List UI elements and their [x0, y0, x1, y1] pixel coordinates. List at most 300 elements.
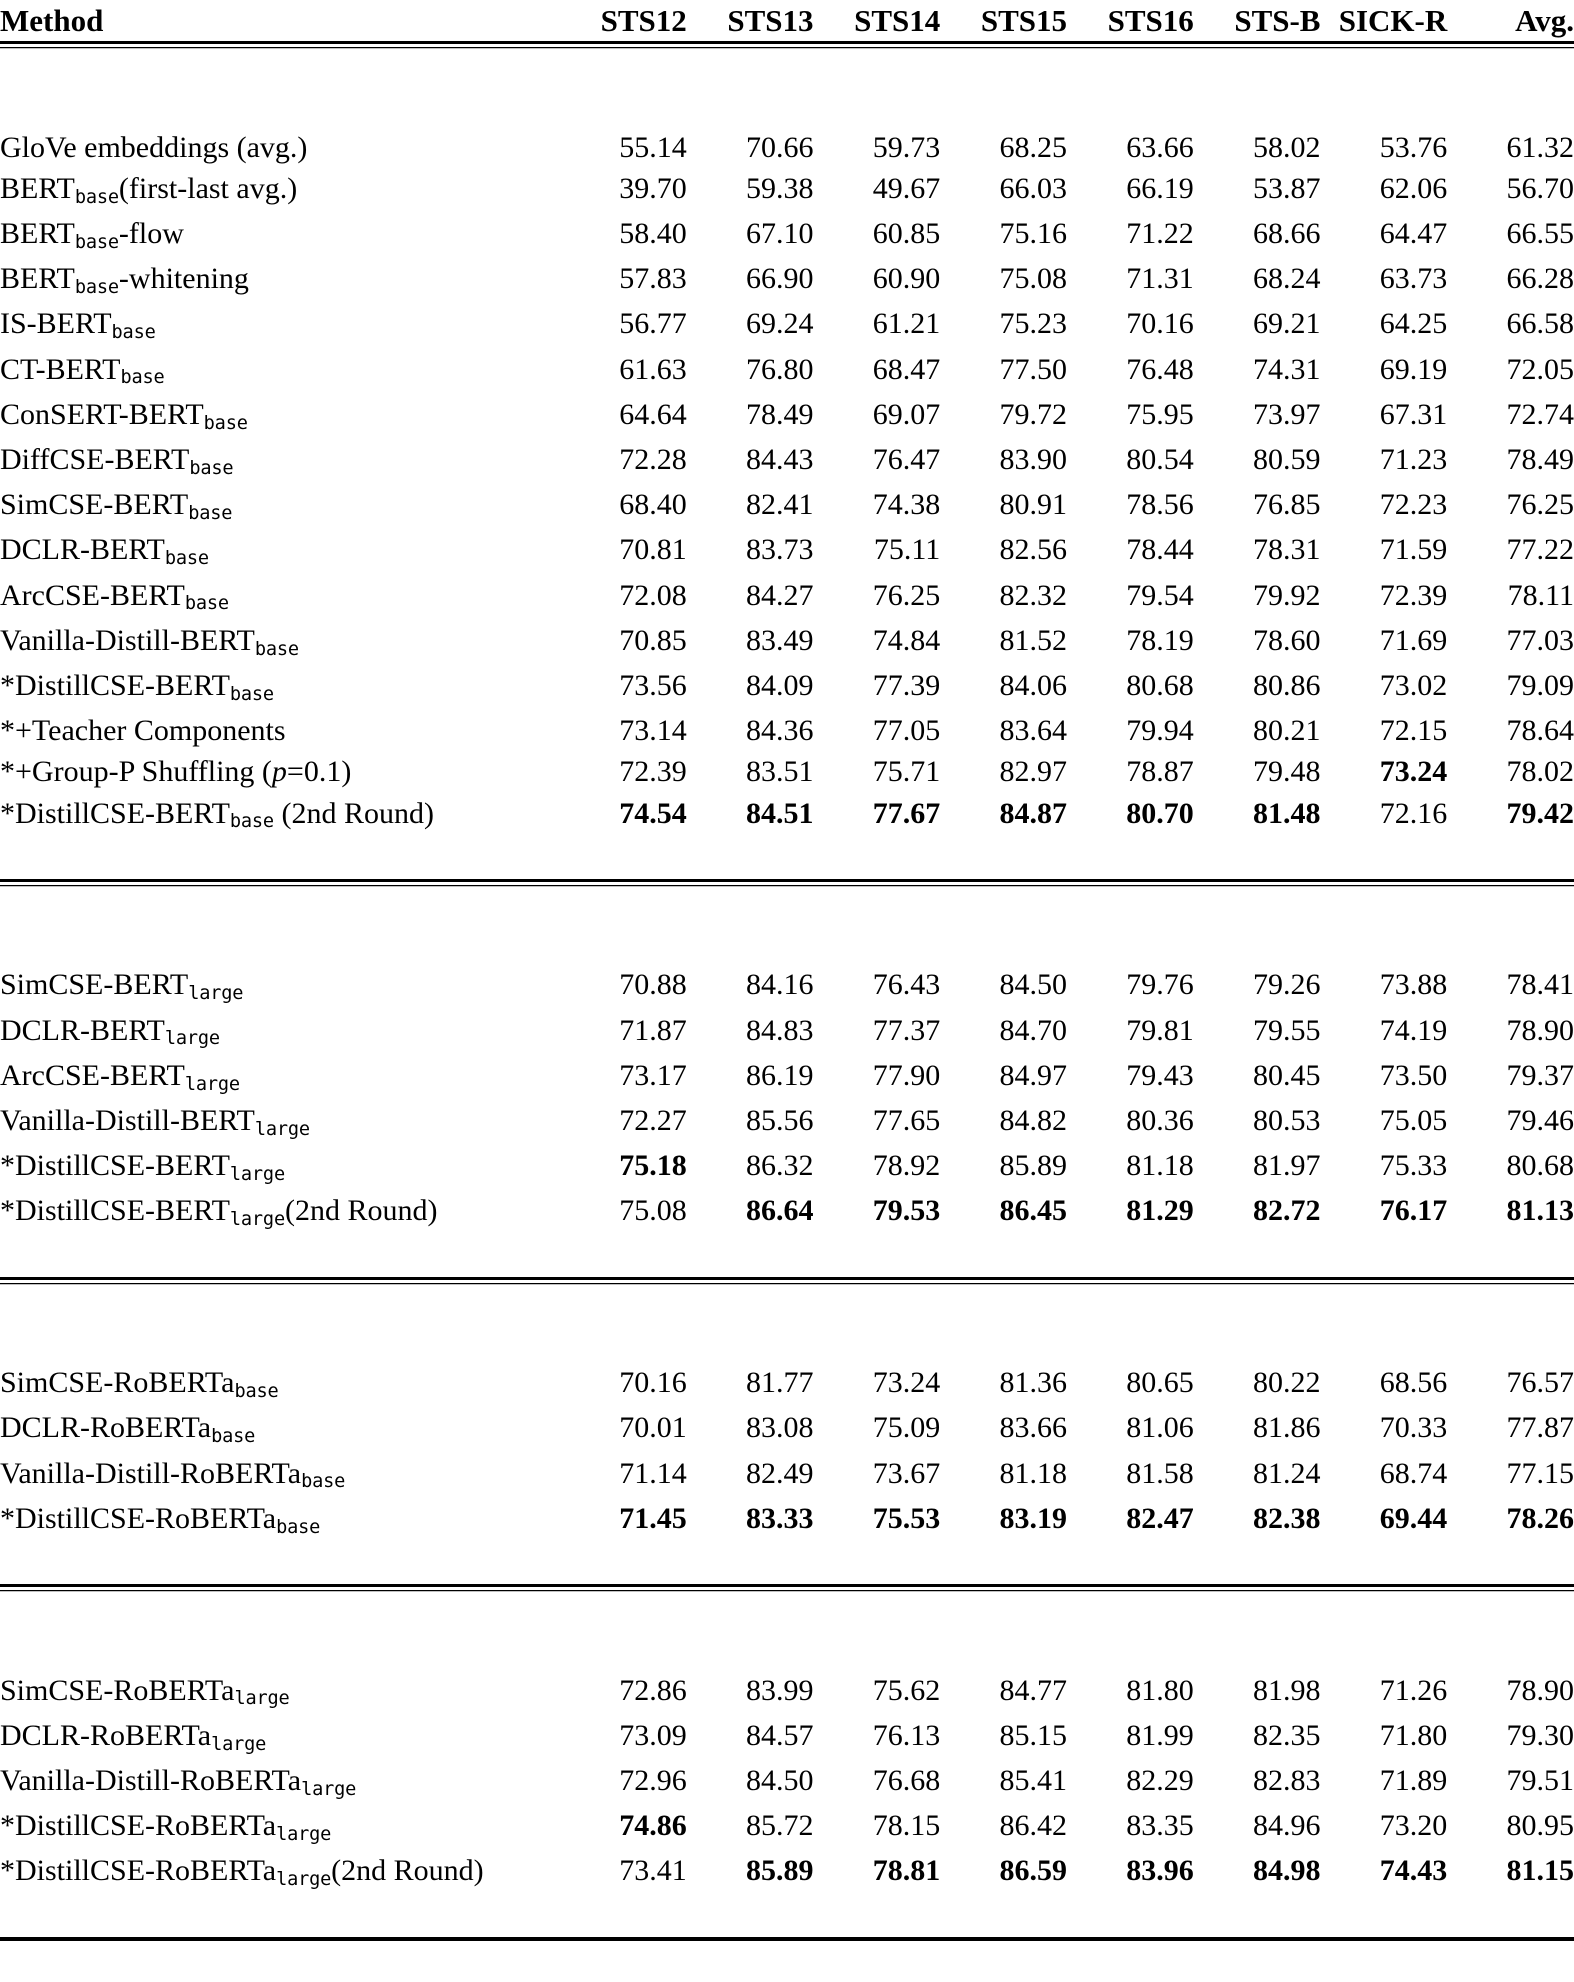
model-size-subscript: large — [276, 1823, 332, 1845]
method-label: SimCSE-BERT — [0, 968, 189, 1002]
model-size-subscript: base — [164, 548, 209, 570]
score-cell: 83.90 — [999, 443, 1067, 476]
bottom-rule — [0, 1939, 1574, 1982]
score-cell: 83.19 — [999, 1501, 1067, 1535]
model-size-subscript: base — [188, 503, 233, 525]
method-name-cell — [0, 529, 560, 574]
method-name-cell — [0, 1498, 560, 1543]
score-cell: 86.45 — [999, 1194, 1067, 1228]
score-cell: 79.81 — [1126, 1013, 1194, 1047]
method-name-cell — [0, 258, 560, 303]
spacer-cell — [1321, 1236, 1448, 1279]
score-cell: 84.51 — [746, 796, 814, 830]
score-cell: 77.39 — [872, 669, 941, 703]
column-header-sts14: STS14 — [854, 3, 941, 38]
method-name-cell — [0, 1010, 560, 1055]
table-row — [0, 1362, 1574, 1407]
rule-cell — [560, 881, 687, 924]
score-cell: 53.76 — [1379, 130, 1448, 164]
score-cell: 78.02 — [1506, 755, 1574, 789]
method-suffix: (2nd Round) — [331, 1854, 484, 1888]
spacer-cell — [560, 1628, 687, 1669]
spacer-row — [0, 838, 1574, 881]
score-cell: 85.89 — [999, 1149, 1067, 1183]
score-cell: 71.14 — [619, 1456, 687, 1490]
score-cell: 75.33 — [1379, 1149, 1448, 1183]
rule-cell — [0, 43, 560, 86]
score-cell: 81.24 — [1253, 1456, 1321, 1490]
method-name-cell — [0, 964, 560, 1009]
score-cell: 78.90 — [1506, 1673, 1574, 1707]
score-cell: 80.68 — [1506, 1149, 1574, 1183]
score-cell: 58.40 — [619, 216, 687, 250]
rule-cell — [0, 1278, 560, 1321]
score-cell: 77.90 — [872, 1058, 941, 1092]
asterisk-marker: * — [0, 1854, 15, 1888]
method-label: DistillCSE-RoBERTa — [15, 1854, 277, 1888]
score-cell: 75.05 — [1379, 1104, 1448, 1137]
score-cell: 84.09 — [746, 669, 814, 703]
score-cell: 81.99 — [1126, 1718, 1194, 1752]
spacer-cell — [814, 1628, 941, 1669]
model-size-subscript: large — [188, 983, 244, 1005]
spacer-cell — [1321, 1543, 1448, 1586]
rule-cell — [1194, 1939, 1321, 1982]
spacer-cell — [1067, 923, 1194, 964]
spacer-row — [0, 923, 1574, 964]
score-cell: 61.63 — [619, 352, 687, 386]
method-label: DistillCSE-BERT — [15, 796, 230, 830]
rule-cell — [560, 1939, 687, 1982]
spacer-cell — [0, 1896, 560, 1939]
spacer-cell — [1067, 1236, 1194, 1279]
block-separator-rule — [0, 43, 1574, 86]
score-cell: 70.16 — [619, 1366, 687, 1400]
spacer-cell — [1194, 1236, 1321, 1279]
spacer-cell — [940, 838, 1067, 881]
score-cell: 80.22 — [1253, 1366, 1321, 1400]
method-label: Vanilla-Distill-RoBERTa — [0, 1763, 302, 1797]
spacer-cell — [1447, 85, 1574, 126]
score-cell: 85.89 — [746, 1854, 814, 1888]
spacer-row — [0, 85, 1574, 126]
score-cell: 84.77 — [999, 1673, 1067, 1707]
spacer-cell — [687, 1628, 814, 1669]
score-cell: 62.06 — [1379, 171, 1448, 205]
score-cell: 56.77 — [619, 307, 687, 341]
score-cell: 58.02 — [1253, 130, 1321, 164]
rule-cell — [1067, 1586, 1194, 1629]
method-label: DistillCSE-BERT — [15, 1149, 230, 1183]
score-cell: 72.39 — [1379, 578, 1448, 612]
score-cell: 82.47 — [1126, 1501, 1194, 1535]
score-cell: 68.74 — [1379, 1456, 1448, 1490]
spacer-cell — [0, 1628, 560, 1669]
score-cell: 84.87 — [999, 796, 1067, 830]
score-cell: 83.49 — [746, 623, 814, 657]
score-cell: 73.56 — [619, 669, 687, 703]
score-cell: 81.18 — [999, 1456, 1067, 1490]
score-cell: 80.91 — [999, 488, 1067, 522]
score-cell: 84.06 — [999, 669, 1067, 703]
score-cell: 75.09 — [872, 1411, 941, 1445]
column-header-sts16: STS16 — [1107, 3, 1194, 38]
score-cell: 74.86 — [619, 1809, 687, 1843]
score-cell: 81.80 — [1126, 1673, 1194, 1707]
method-name-cell — [0, 665, 560, 710]
score-cell: 80.68 — [1126, 669, 1194, 703]
rule-cell — [1321, 1586, 1448, 1629]
score-cell: 84.27 — [746, 578, 814, 612]
score-cell: 79.42 — [1506, 796, 1574, 830]
score-cell: 73.14 — [619, 714, 687, 748]
score-cell: 80.54 — [1126, 443, 1194, 476]
column-header-sts12: STS12 — [600, 3, 687, 38]
score-cell: 84.50 — [746, 1763, 814, 1797]
score-cell: 73.67 — [872, 1456, 941, 1490]
method-label: DistillCSE-BERT — [15, 1194, 230, 1228]
score-cell: 85.72 — [746, 1809, 814, 1843]
score-cell: 68.40 — [619, 488, 687, 522]
score-cell: 85.15 — [999, 1718, 1067, 1752]
spacer-cell — [1321, 1896, 1448, 1939]
method-label: SimCSE-BERT — [0, 488, 189, 522]
score-cell: 73.24 — [872, 1366, 941, 1400]
score-cell: 76.13 — [872, 1718, 941, 1752]
score-cell: 79.26 — [1253, 968, 1321, 1002]
score-cell: 66.28 — [1506, 262, 1574, 296]
table-row — [0, 1010, 1574, 1055]
method-label: DistillCSE-RoBERTa — [15, 1809, 277, 1843]
spacer-cell — [940, 1321, 1067, 1362]
score-cell: 76.80 — [746, 352, 814, 386]
score-cell: 77.67 — [872, 796, 941, 830]
spacer-cell — [1194, 1321, 1321, 1362]
score-cell: 82.56 — [999, 533, 1067, 567]
spacer-cell — [687, 85, 814, 126]
score-cell: 78.81 — [872, 1854, 941, 1888]
score-cell: 63.73 — [1379, 262, 1448, 296]
model-size-subscript: large — [276, 1869, 332, 1891]
method-suffix: (2nd Round) — [284, 1194, 438, 1228]
score-cell: 73.88 — [1379, 968, 1448, 1002]
score-cell: 68.25 — [999, 130, 1067, 164]
score-cell: 80.45 — [1253, 1058, 1321, 1092]
rule-cell — [1194, 43, 1321, 86]
score-cell: 72.23 — [1379, 488, 1448, 522]
score-cell: 74.38 — [872, 488, 941, 522]
score-cell: 71.87 — [619, 1013, 687, 1047]
spacer-cell — [814, 1896, 941, 1939]
score-cell: 85.41 — [999, 1763, 1067, 1797]
score-cell: 82.35 — [1253, 1718, 1321, 1752]
score-cell: 82.97 — [999, 755, 1067, 789]
score-cell: 81.52 — [999, 623, 1067, 657]
score-cell: 85.56 — [746, 1104, 814, 1137]
score-cell: 75.18 — [619, 1149, 687, 1183]
score-cell: 84.43 — [746, 443, 814, 476]
spacer-cell — [560, 1236, 687, 1279]
model-size-subscript: large — [301, 1778, 357, 1800]
score-cell: 72.39 — [619, 755, 687, 789]
method-name-cell — [0, 349, 560, 394]
method-name-cell — [0, 127, 560, 168]
score-cell: 78.92 — [872, 1149, 941, 1183]
method-label: BERT — [0, 171, 75, 205]
asterisk-marker: * — [0, 714, 15, 748]
table-row — [0, 439, 1574, 484]
table-row — [0, 1850, 1574, 1895]
method-label: ArcCSE-BERT — [0, 1058, 185, 1092]
score-cell: 70.85 — [619, 623, 687, 657]
spacer-cell — [1447, 1321, 1574, 1362]
score-cell: 71.31 — [1126, 262, 1194, 296]
method-name-cell — [0, 1190, 560, 1235]
spacer-row — [0, 1236, 1574, 1279]
score-cell: 83.73 — [746, 533, 814, 567]
rule-cell — [814, 1586, 941, 1629]
score-cell: 79.48 — [1253, 755, 1321, 789]
rule-cell — [0, 1586, 560, 1629]
method-label: Vanilla-Distill-RoBERTa — [0, 1456, 302, 1490]
model-size-subscript: large — [164, 1028, 220, 1050]
table-row — [0, 665, 1574, 710]
score-cell: 79.55 — [1253, 1013, 1321, 1047]
rule-cell — [1447, 1586, 1574, 1629]
method-name-cell — [0, 484, 560, 529]
score-cell: 78.15 — [872, 1809, 941, 1843]
spacer-cell — [560, 1896, 687, 1939]
column-header-sick-r: SICK-R — [1338, 3, 1448, 38]
block-separator-rule — [0, 881, 1574, 924]
score-cell: 72.08 — [619, 578, 687, 612]
spacer-cell — [940, 923, 1067, 964]
rule-cell — [560, 43, 687, 86]
column-header-sts-b: STS-B — [1234, 3, 1321, 38]
spacer-cell — [814, 1321, 941, 1362]
spacer-cell — [1194, 1628, 1321, 1669]
rule-cell — [814, 43, 941, 86]
score-cell: 83.51 — [746, 755, 814, 789]
score-cell: 84.98 — [1253, 1854, 1321, 1888]
score-cell: 73.17 — [619, 1058, 687, 1092]
table-row — [0, 1055, 1574, 1100]
rule-cell — [687, 43, 814, 86]
rule-cell — [940, 1939, 1067, 1982]
score-cell: 83.33 — [746, 1501, 814, 1535]
score-cell: 78.64 — [1506, 714, 1574, 748]
score-cell: 55.14 — [619, 130, 687, 164]
score-cell: 78.11 — [1507, 578, 1574, 612]
asterisk-marker: * — [0, 1501, 15, 1535]
model-size-subscript: base — [120, 367, 165, 389]
score-cell: 81.77 — [746, 1366, 814, 1400]
score-cell: 56.70 — [1506, 171, 1574, 205]
method-label: BERT — [0, 262, 75, 296]
column-header-sts13: STS13 — [727, 3, 814, 38]
column-header-sts15: STS15 — [980, 3, 1067, 38]
spacer-cell — [1067, 838, 1194, 881]
score-cell: 75.62 — [872, 1673, 941, 1707]
spacer-cell — [814, 1543, 941, 1586]
method-name-cell — [0, 213, 560, 258]
spacer-cell — [560, 1321, 687, 1362]
score-cell: 69.07 — [872, 397, 941, 431]
score-cell: 77.37 — [872, 1013, 941, 1047]
score-cell: 84.97 — [999, 1058, 1067, 1092]
rule-cell — [1067, 1939, 1194, 1982]
score-cell: 71.69 — [1379, 623, 1448, 657]
score-cell: 81.97 — [1253, 1149, 1321, 1183]
model-size-subscript: base — [203, 412, 248, 434]
rule-cell — [560, 1586, 687, 1629]
method-label: +Group-P Shuffling ( — [15, 755, 272, 789]
rule-cell — [1321, 881, 1448, 924]
method-label: DistillCSE-RoBERTa — [15, 1501, 277, 1535]
rule-cell — [940, 881, 1067, 924]
score-cell: 81.98 — [1253, 1673, 1321, 1707]
score-cell: 70.81 — [619, 533, 687, 567]
rule-cell — [1194, 1586, 1321, 1629]
spacer-cell — [814, 85, 941, 126]
table-row — [0, 575, 1574, 620]
spacer-cell — [940, 85, 1067, 126]
spacer-cell — [0, 1236, 560, 1279]
table-row — [0, 127, 1574, 168]
spacer-cell — [1447, 923, 1574, 964]
block-separator-rule — [0, 1586, 1574, 1629]
method-label: DiffCSE-BERT — [0, 443, 190, 476]
score-cell: 84.82 — [999, 1104, 1067, 1137]
score-cell: 86.64 — [746, 1194, 814, 1228]
score-cell: 57.83 — [619, 262, 687, 296]
score-cell: 75.53 — [872, 1501, 941, 1535]
score-cell: 78.44 — [1126, 533, 1194, 567]
method-name-cell — [0, 751, 560, 792]
table-row — [0, 1715, 1574, 1760]
score-cell: 82.38 — [1253, 1501, 1321, 1535]
score-cell: 84.50 — [999, 968, 1067, 1002]
method-name-cell — [0, 394, 560, 439]
score-cell: 76.85 — [1253, 488, 1321, 522]
score-cell: 80.53 — [1253, 1104, 1321, 1137]
method-name-cell — [0, 1715, 560, 1760]
table-row — [0, 168, 1574, 213]
score-cell: 79.46 — [1506, 1104, 1574, 1137]
method-label: SimCSE-RoBERTa — [0, 1366, 235, 1400]
score-cell: 79.51 — [1506, 1763, 1574, 1797]
score-cell: 80.36 — [1126, 1104, 1194, 1137]
score-cell: 71.23 — [1379, 443, 1448, 476]
asterisk-marker: * — [0, 1809, 15, 1843]
spacer-cell — [687, 923, 814, 964]
parameter-value: =0.1 — [286, 755, 342, 789]
score-cell: 39.70 — [619, 171, 687, 205]
score-cell: 66.58 — [1506, 307, 1574, 341]
score-cell: 72.05 — [1506, 352, 1574, 386]
method-name-cell — [0, 1145, 560, 1190]
model-size-subscript: base — [111, 322, 156, 344]
spacer-cell — [560, 923, 687, 964]
rule-cell — [940, 1586, 1067, 1629]
spacer-cell — [560, 1543, 687, 1586]
table-row — [0, 1453, 1574, 1498]
model-size-subscript: base — [211, 1426, 256, 1448]
rule-cell — [1321, 1278, 1448, 1321]
method-name-cell — [0, 168, 560, 213]
score-cell: 76.25 — [1506, 488, 1574, 522]
method-label: IS-BERT — [0, 307, 112, 341]
score-cell: 75.08 — [999, 262, 1067, 296]
score-cell: 67.31 — [1379, 397, 1448, 431]
spacer-cell — [814, 1236, 941, 1279]
score-cell: 80.21 — [1253, 714, 1321, 748]
method-label: ConSERT-BERT — [0, 397, 204, 431]
score-cell: 73.09 — [619, 1718, 687, 1752]
spacer-cell — [1321, 923, 1448, 964]
method-label: +Teacher Components — [15, 714, 286, 748]
score-cell: 75.71 — [872, 755, 941, 789]
model-size-subscript: large — [229, 1209, 285, 1231]
method-label: DistillCSE-BERT — [15, 669, 230, 703]
score-cell: 74.19 — [1379, 1013, 1448, 1047]
spacer-cell — [0, 923, 560, 964]
model-size-subscript: base — [229, 811, 274, 833]
score-cell: 78.31 — [1253, 533, 1321, 567]
spacer-cell — [687, 1236, 814, 1279]
rule-cell — [687, 1278, 814, 1321]
score-cell: 81.15 — [1506, 1854, 1574, 1888]
score-cell: 82.29 — [1126, 1763, 1194, 1797]
score-cell: 70.33 — [1379, 1411, 1448, 1445]
score-cell: 81.13 — [1506, 1194, 1574, 1228]
asterisk-marker: * — [0, 796, 15, 830]
score-cell: 78.19 — [1126, 623, 1194, 657]
score-cell: 71.26 — [1379, 1673, 1448, 1707]
score-cell: 79.53 — [872, 1194, 941, 1228]
score-cell: 76.25 — [872, 578, 941, 612]
rule-cell — [1447, 1939, 1574, 1982]
score-cell: 77.03 — [1506, 623, 1574, 657]
table-row — [0, 1100, 1574, 1145]
method-label: BERT — [0, 216, 75, 250]
rule-cell — [1067, 43, 1194, 86]
method-suffix: (2nd Round) — [273, 796, 434, 830]
score-cell: 83.64 — [999, 714, 1067, 748]
spacer-cell — [687, 838, 814, 881]
score-cell: 75.95 — [1126, 397, 1194, 431]
model-size-subscript: base — [184, 593, 229, 615]
score-cell: 86.32 — [746, 1149, 814, 1183]
score-cell: 80.65 — [1126, 1366, 1194, 1400]
score-cell: 84.96 — [1253, 1809, 1321, 1843]
spacer-cell — [1067, 85, 1194, 126]
score-cell: 69.19 — [1379, 352, 1448, 386]
rule-cell — [1321, 1939, 1448, 1982]
method-label: DCLR-RoBERTa — [0, 1718, 212, 1752]
score-cell: 83.08 — [746, 1411, 814, 1445]
score-cell: 76.57 — [1506, 1366, 1574, 1400]
spacer-cell — [814, 923, 941, 964]
score-cell: 76.48 — [1126, 352, 1194, 386]
score-cell: 83.35 — [1126, 1809, 1194, 1843]
score-cell: 79.54 — [1126, 578, 1194, 612]
rule-cell — [814, 881, 941, 924]
score-cell: 61.21 — [872, 307, 941, 341]
rule-cell — [814, 1939, 941, 1982]
rule-cell — [940, 1278, 1067, 1321]
score-cell: 82.49 — [746, 1456, 814, 1490]
